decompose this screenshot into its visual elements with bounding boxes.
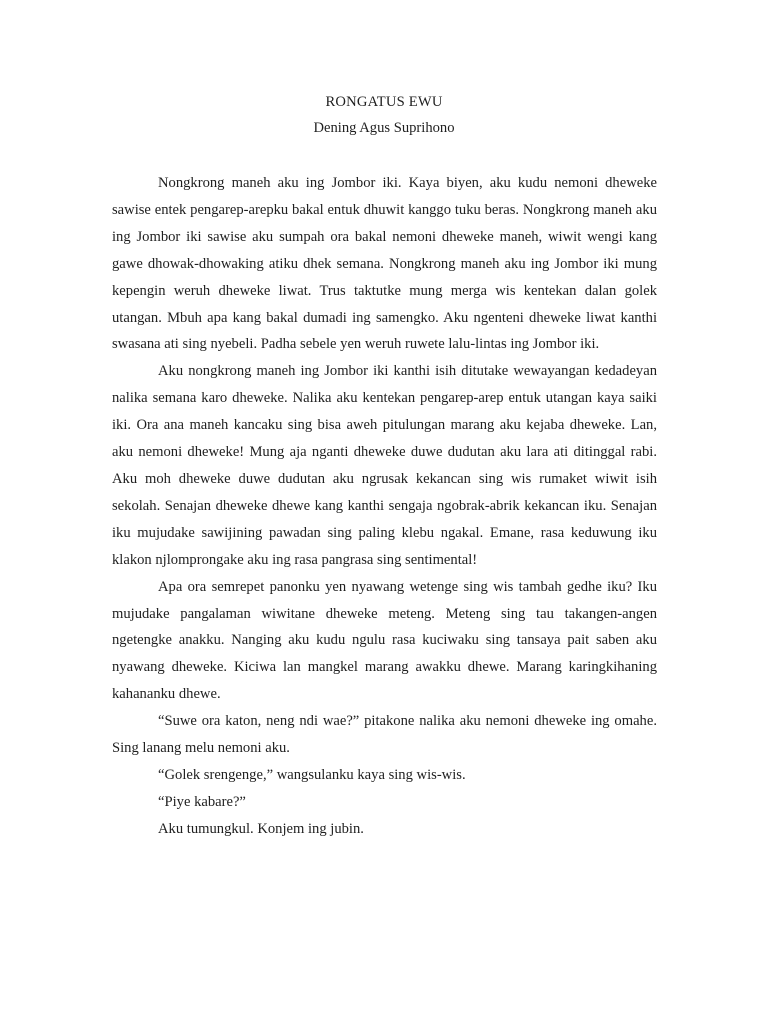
paragraph: Aku nongkrong maneh ing Jombor iki kanthi isih ditutake wewayangan kedadeyan nalika semana karo dheweke. Nalika aku kentekan pengarep-arep entuk utangan kaya saiki iki. Ora ana maneh kancaku sing bisa aweh pitulungan marang aku kejaba dheweke. Lan, aku nemoni dheweke! Mung aja nganti dheweke duwe dudutan aku lara ati ditinggal rabi. Aku moh dheweke duwe dudutan aku ngrusak kekancan sing wis rumaket wiwit isih sekolah. Senajan dheweke dhewe kang kanthi sengaja ngobrak-abrik kekancan iku. Senajan iku mujudake sawijining pawadan sing paling klebu ngakal. Emane, rasa keduwung iku klakon njlomprongake aku ing rasa pangrasa sing sentimental! <box>112 363 657 568</box>
paragraph: Apa ora semrepet panonku yen nyawang wetenge sing wis tambah gedhe iku? Iku mujudake pangalaman wiwitane dheweke meteng. Meteng sing tau takangen-angen ngetengke anakku. Nanging aku kudu ngulu rasa kuciwaku sing tansaya pait saben aku nyawang dheweke. Kiciwa lan mangkel marang awakku dhewe. Marang karingkihaning kahananku dhewe. <box>112 578 657 703</box>
paragraph: “Piye kabare?” <box>158 793 246 810</box>
paragraph: Aku tumungkul. Konjem ing jubin. <box>158 820 364 837</box>
paragraph: “Golek srengenge,” wangsulanku kaya sing wis-wis. <box>158 766 466 783</box>
document-title: RONGATUS EWU <box>325 94 443 110</box>
document-body <box>112 170 657 843</box>
paragraph: Nongkrong maneh aku ing Jombor iki. Kaya biyen, aku kudu nemoni dheweke sawise entek pengarep-arepku bakal entuk dhuwit kanggo tuku beras. Nongkrong maneh aku ing Jombor iki sawise aku sumpah ora bakal nemoni dheweke maneh, wiwit wengi kang gawe dhowak-dhowaking atiku dhek semana. Nongkrong maneh aku ing Jombor iki mung kepengin weruh dheweke liwat. Trus taktutke mung merga wis kentekan dalan golek utangan. Mbuh apa kang bakal dumadi ing samengko. Aku ngenteni dheweke liwat kanthi swasana ati sing nyebeli. Padha sebele yen weruh ruwete lalu-lintas ing Jombor iki. <box>112 175 657 353</box>
paragraph: “Suwe ora katon, neng ndi wae?” pitakone nalika aku nemoni dheweke ing omahe. Sing lanang melu nemoni aku. <box>112 713 657 757</box>
document-author: Dening Agus Suprihono <box>313 120 455 136</box>
